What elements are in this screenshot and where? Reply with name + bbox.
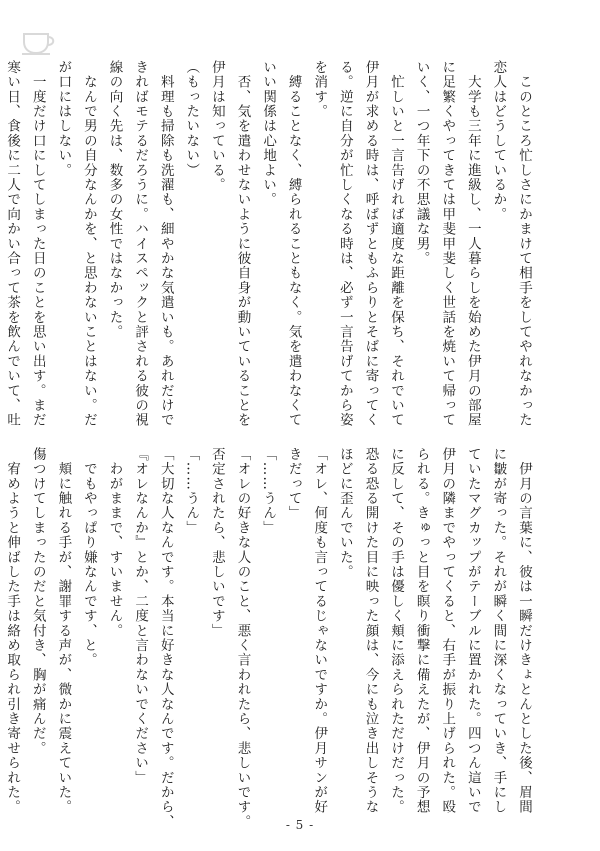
text-line: 否、気を遣わせないように彼自身が動いていることを xyxy=(234,60,251,428)
text-line: 大学も三年に進級し、一人暮らしを始めた伊月の部屋 xyxy=(464,60,481,428)
text-line: 恐る恐る開けた目に映った顔は、今にも泣き出しそうな xyxy=(362,447,379,815)
text-line: 伊月は知っている。 xyxy=(208,60,225,193)
text-line: わがままで、すいません。 xyxy=(106,447,123,639)
text-line: 料理も掃除も洗濯も、細やかな気遣いも。あれだけで xyxy=(157,60,174,428)
bottom-text-block xyxy=(4,447,536,830)
text-line: 「大切な人なんです。本当に好きな人なんです。だから、 xyxy=(157,447,174,830)
text-line: に反して、その手は優しく頬に添えられただけだった。 xyxy=(388,447,405,815)
text-line: に足繁くやってきては甲斐甲斐しく世話を焼いて帰って xyxy=(439,60,456,428)
text-line: きればモテるだろうに。ハイスペックと評される彼の視 xyxy=(132,60,149,428)
text-line: 傷つけてしまったのだと気付き、胸が痛んだ。 xyxy=(29,447,46,756)
text-line: ていたマグカップがテーブルに置かれた。四つん這いで xyxy=(464,447,481,815)
text-line: 線の向く先は、数多の女性ではなかった。 xyxy=(106,60,123,340)
text-line: 恋人はどうしているか。 xyxy=(490,60,507,222)
text-line: 忙しいと一言告げれば適度な距離を保ち、それでいて xyxy=(388,60,405,428)
text-line: いく、一つ年下の不思議な男。 xyxy=(413,60,430,266)
text-line: 「オレの好きな人のこと、悪く言われたら、悲しいです。 xyxy=(234,447,251,830)
text-line: 『オレなんか』とか、二度と言わないでください」 xyxy=(132,447,149,786)
text-line: に皺が寄った。それが瞬く間に深くなっていき、手にし xyxy=(490,447,507,815)
text-line: られる。きゅっと目を瞑り衝撃に備えたが、伊月の予想 xyxy=(413,447,430,815)
text-line: 否定されたら、悲しいです」 xyxy=(208,447,225,639)
text-line: きだって」 xyxy=(285,447,302,521)
text-line: 頬に触れる手が、謝罪する声が、微かに震えていた。 xyxy=(55,447,72,815)
text-line: でもやっぱり嫌なんです、と。 xyxy=(80,447,97,668)
page-number: - 5 - xyxy=(285,818,315,832)
text-line: ほどに歪んでいた。 xyxy=(336,447,353,580)
text-line: が口にはしない。 xyxy=(55,60,72,178)
text-line: 「……うん」 xyxy=(183,447,200,536)
text-line: 宥めようと伸ばした手は絡め取られ引き寄せられた。 xyxy=(4,447,21,815)
text-line: いい関係は心地よい。 xyxy=(260,60,277,207)
text-line: を消す。 xyxy=(311,60,328,119)
text-line: （もったいない） xyxy=(183,60,200,178)
text-line: 一度だけ口にしてしまった日のことを思い出す。まだ xyxy=(29,60,46,428)
text-line: 寒い日、食後に二人で向かい合って茶を飲んでいて、吐 xyxy=(4,60,21,428)
text-line: このところ忙しさにかまけて相手をしてやれなかった xyxy=(516,60,532,428)
text-line: 伊月が求める時は、呼ばずともふらりとそばに寄ってく xyxy=(362,60,379,428)
text-line: 縛ることなく、縛られることもなく。気を遣わなくて xyxy=(285,60,302,428)
text-line: 伊月の隣までやってくると、右手が振り上げられた。殴 xyxy=(439,447,456,815)
text-line: 伊月の言葉に、彼は一瞬だけきょとんとした後、眉間 xyxy=(516,447,532,815)
text-line: 「オレ、何度も言ってるじゃないですか。伊月サンが好 xyxy=(311,447,328,815)
teacup-logo-icon xyxy=(20,30,60,56)
top-text-block xyxy=(4,60,536,428)
text-line: なんで男の自分なんかを、と思わないことはない。だ xyxy=(80,60,97,428)
text-line: る。逆に自分が忙しくなる時は、必ず一言告げてから姿 xyxy=(336,60,353,428)
text-line: 「……うん」 xyxy=(260,447,277,536)
